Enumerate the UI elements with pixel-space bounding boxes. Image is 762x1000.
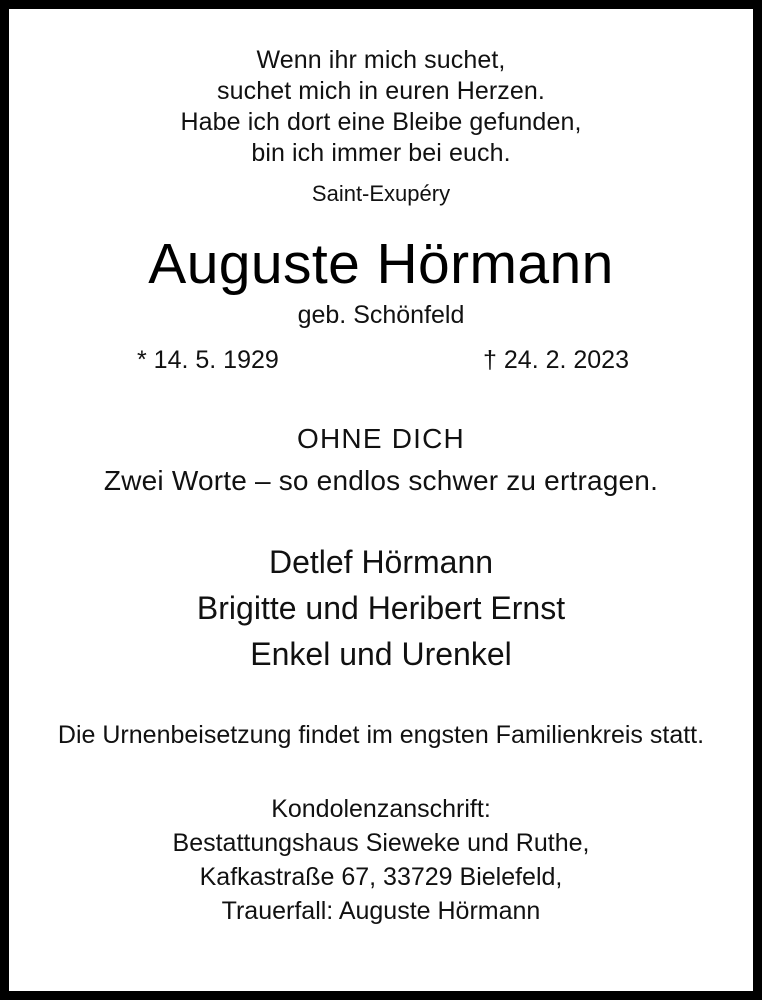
condolence-line-2: Bestattungshaus Sieweke und Ruthe,	[172, 829, 590, 857]
condolence-line-4: Trauerfall: Auguste Hörmann	[221, 897, 541, 925]
message-headline: OHNE DICH	[297, 423, 465, 454]
funeral-note: Die Urnenbeisetzung findet im engsten Familienkreis statt.	[57, 721, 705, 749]
poem-author: Saint-Exupéry	[311, 181, 451, 206]
deceased-name: Auguste Hörmann	[148, 232, 614, 296]
poem-line-1: Wenn ihr mich suchet,	[256, 46, 506, 74]
poem-line-4: bin ich immer bei euch.	[251, 139, 511, 167]
mourner-line: Brigitte und Heribert Ernst	[196, 590, 566, 626]
poem-line-3: Habe ich dort eine Bleibe gefunden,	[180, 108, 582, 136]
condolence-line-3: Kafkastraße 67, 33729 Bielefeld,	[199, 863, 563, 891]
life-dates	[131, 346, 631, 375]
poem-line-2: suchet mich in euren Herzen.	[217, 77, 545, 105]
poem-block	[180, 45, 581, 169]
deceased-maiden-name: geb. Schönfeld	[297, 301, 465, 329]
mourners-block	[197, 539, 565, 677]
birth-date: * 14. 5. 1929	[137, 346, 279, 374]
mourner-line: Enkel und Urenkel	[250, 636, 512, 672]
condolence-line-1: Kondolenzanschrift:	[271, 795, 491, 823]
condolence-address	[173, 792, 590, 928]
message-subline: Zwei Worte – so endlos schwer zu ertragen.	[103, 465, 659, 496]
death-date: † 24. 2. 2023	[483, 346, 629, 374]
mourner-line: Detlef Hörmann	[268, 544, 494, 580]
obituary-inner-frame	[8, 8, 754, 992]
